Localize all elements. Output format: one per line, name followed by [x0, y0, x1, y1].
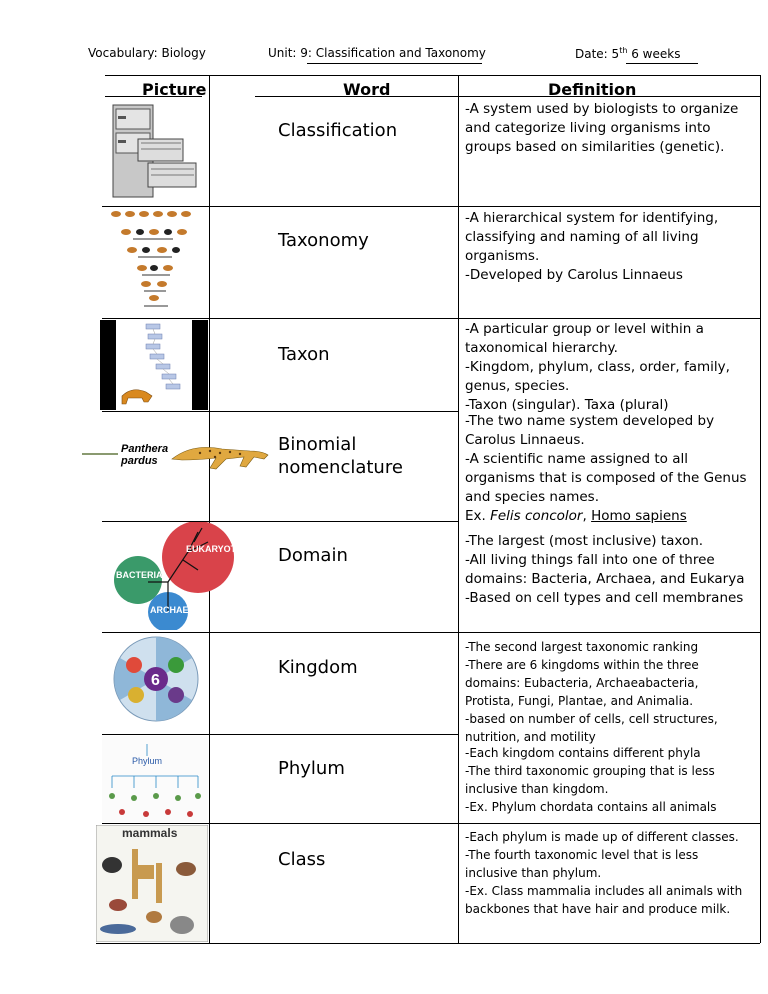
archaea-label: ARCHAEA	[150, 605, 195, 615]
word-taxonomy: Taxonomy	[278, 230, 369, 251]
filing-cabinet-picture	[108, 103, 203, 200]
taxon-chart-picture	[100, 320, 208, 410]
domain-diagram-picture	[108, 522, 258, 630]
picture-column-header: Picture	[142, 80, 207, 99]
kingdom-count: 6	[151, 672, 160, 689]
definition-column-header: Definition	[548, 80, 637, 99]
date-underline	[626, 63, 698, 64]
binomial-label-species: pardus	[121, 455, 158, 467]
phylum-chart-picture	[102, 736, 208, 822]
mammals-poster-title: mammals	[122, 826, 178, 840]
definition-classification: -A system used by biologists to organize and categorize living organisms into groups based on similarities (genetic).	[465, 101, 739, 155]
word-phylum: Phylum	[278, 758, 345, 779]
word-classification: Classification	[278, 120, 398, 141]
divider-line	[82, 453, 118, 455]
word-domain: Domain	[278, 545, 348, 566]
bacteria-label: BACTERIA	[116, 570, 163, 580]
word-class: Class	[278, 849, 326, 870]
word-binomial-nomenclature: Binomial nomenclature	[278, 434, 403, 478]
eukaryota-label: EUKARYOTA	[186, 544, 242, 554]
definition-kingdom: -The second largest taxonomic ranking -There are 6 kingdoms within the three domains: Eubacteria, Archaeabacteria, Protista, Fungi, Plantae, and Animalia. -based on number of cells, cell structures, nutrition, and motility	[465, 640, 718, 744]
word-column-header: Word	[343, 80, 391, 99]
binomial-label-genus: Panthera	[121, 443, 169, 455]
date-label: Date: 5th 6 weeks	[575, 46, 681, 61]
binomial-picture	[108, 443, 206, 493]
unit-label: Unit: 9: Classification and Taxonomy	[268, 46, 486, 60]
definition-domain: -The largest (most inclusive) taxon. -All living things fall into one of three domains: Bacteria, Archaea, and Eukarya -Based on cell types and cell membranes	[465, 533, 745, 606]
unit-underline	[307, 63, 482, 64]
definition-taxonomy: -A hierarchical system for identifying, classifying and naming of all living organisms. -Developed by Carolus Linnaeus	[465, 210, 719, 283]
leopard-icon	[170, 439, 275, 479]
kingdom-wheel-picture	[108, 635, 206, 731]
word-taxon: Taxon	[278, 344, 330, 365]
definition-binomial-nomenclature: -The two name system developed by Carolus Linnaeus. -A scientific name assigned to all organisms that is composed of the Genus and species names. Ex. Felis concolor, Homo sapiens	[465, 413, 747, 524]
definition-class: -Each phylum is made up of different classes. -The fourth taxonomic level that is less inclusive than phylum. -Ex. Class mammalia includes all animals with backbones that have hair and produce milk.	[465, 830, 743, 916]
word-kingdom: Kingdom	[278, 657, 358, 678]
definition-taxon: -A particular group or level within a taxonomical hierarchy. -Kingdom, phylum, class, order, family, genus, species. -Taxon (singular). Taxa (plural)	[465, 321, 730, 413]
definition-phylum: -Each kingdom contains different phyla -The third taxonomic grouping that is less inclusive than kingdom. -Ex. Phylum chordata contains all animals	[465, 746, 717, 814]
phylum-chart-title: Phylum	[132, 756, 163, 766]
class-poster-picture	[96, 825, 208, 942]
taxonomy-pyramid-picture	[108, 208, 208, 316]
subject-label: Vocabulary: Biology	[88, 46, 206, 60]
